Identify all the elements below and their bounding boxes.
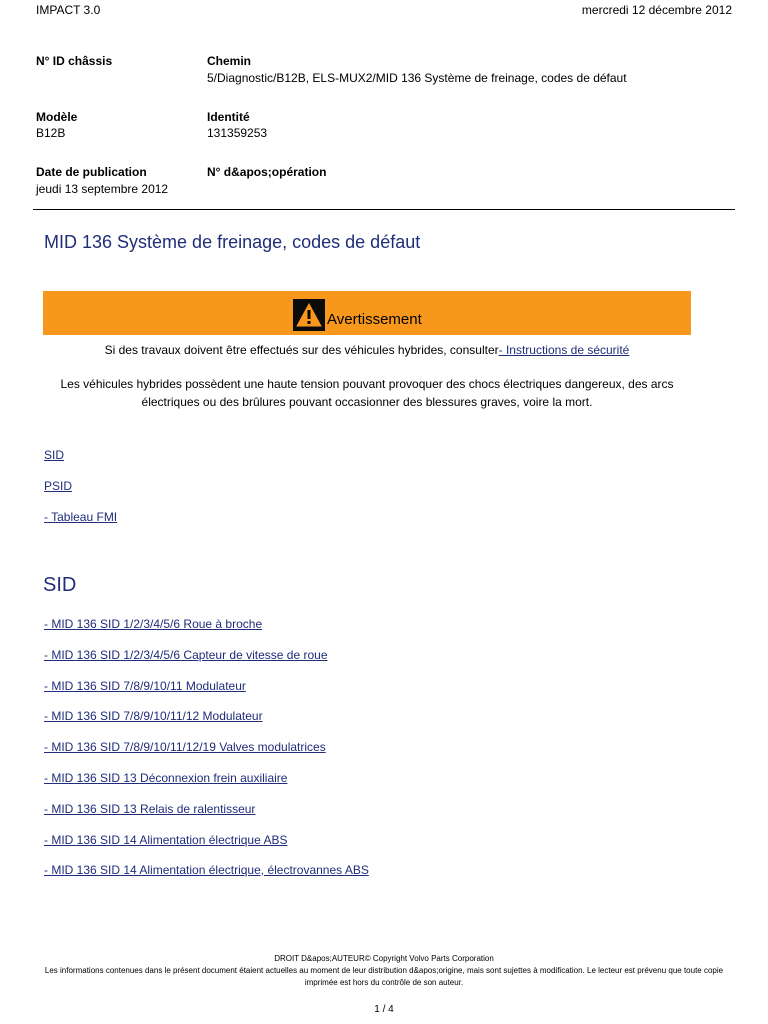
page-number: 1 / 4 <box>374 1004 394 1015</box>
sid-link[interactable]: - MID 136 SID 1/2/3/4/5/6 Capteur de vitesse de roue <box>44 648 328 662</box>
sid-link[interactable]: - MID 136 SID 7/8/9/10/11/12/19 Valves modulatrices <box>44 740 326 754</box>
copyright-notice: DROIT D&apos;AUTEUR© Copyright Volvo Parts Corporation <box>274 954 494 963</box>
pubdate-value: jeudi 13 septembre 2012 <box>36 182 169 196</box>
path-value: 5/Diagnostic/B12B, ELS-MUX2/MID 136 Système de freinage, codes de défaut <box>207 71 627 85</box>
safety-instructions-link[interactable]: - Instructions de sécurité <box>498 343 630 357</box>
warning-text-line <box>43 343 691 357</box>
path-label: Chemin <box>207 54 252 68</box>
pubdate-label: Date de publication <box>36 165 147 179</box>
toc-link-fmi-table[interactable]: - Tableau FMI <box>44 510 118 524</box>
model-value: B12B <box>36 126 66 140</box>
toc-link-sid[interactable]: SID <box>44 448 65 462</box>
operation-label: N° d&apos;opération <box>207 165 327 179</box>
warning-body-text: Les véhicules hybrides possèdent une haute tension pouvant provoquer des chocs électriques dangereux, des arcs électriques ou des brûlures pouvant occasionner des blessures graves, voire la mort. <box>60 377 674 409</box>
app-name: IMPACT 3.0 <box>36 3 101 17</box>
sid-link[interactable]: - MID 136 SID 1/2/3/4/5/6 Roue à broche <box>44 617 263 631</box>
disclaimer-text: Les informations contenues dans le présent document étaient actuelles au moment de leur distribution d&apos;origine, mais sont sujettes à modification. Le lecteur est prévenu que toute copie imprimée est hors du contrôle de son auteur. <box>44 966 724 987</box>
sid-link[interactable]: - MID 136 SID 14 Alimentation électrique ABS <box>44 833 288 847</box>
warning-triangle-icon <box>293 299 325 331</box>
model-label: Modèle <box>36 110 78 124</box>
warning-banner <box>43 291 691 335</box>
warning-label: Avertissement <box>327 311 422 328</box>
section-title-sid: SID <box>43 574 77 596</box>
identity-label: Identité <box>207 110 250 124</box>
sid-link[interactable]: - MID 136 SID 7/8/9/10/11/12 Modulateur <box>44 709 263 723</box>
sid-link[interactable]: - MID 136 SID 14 Alimentation électrique, électrovannes ABS <box>44 863 369 877</box>
print-date: mercredi 12 décembre 2012 <box>581 3 732 17</box>
page-title: MID 136 Système de freinage, codes de défaut <box>44 232 421 252</box>
identity-value: 131359253 <box>207 126 268 140</box>
warning-text-prefix: Si des travaux doivent être effectués sur des véhicules hybrides, consulter <box>104 343 499 357</box>
toc-link-psid[interactable]: PSID <box>44 479 73 493</box>
chassis-label: N° ID châssis <box>36 54 113 68</box>
sid-link[interactable]: - MID 136 SID 13 Déconnexion frein auxiliaire <box>44 771 288 785</box>
header-divider <box>33 209 735 210</box>
sid-link[interactable]: - MID 136 SID 7/8/9/10/11 Modulateur <box>44 679 246 693</box>
sid-link[interactable]: - MID 136 SID 13 Relais de ralentisseur <box>44 802 256 816</box>
